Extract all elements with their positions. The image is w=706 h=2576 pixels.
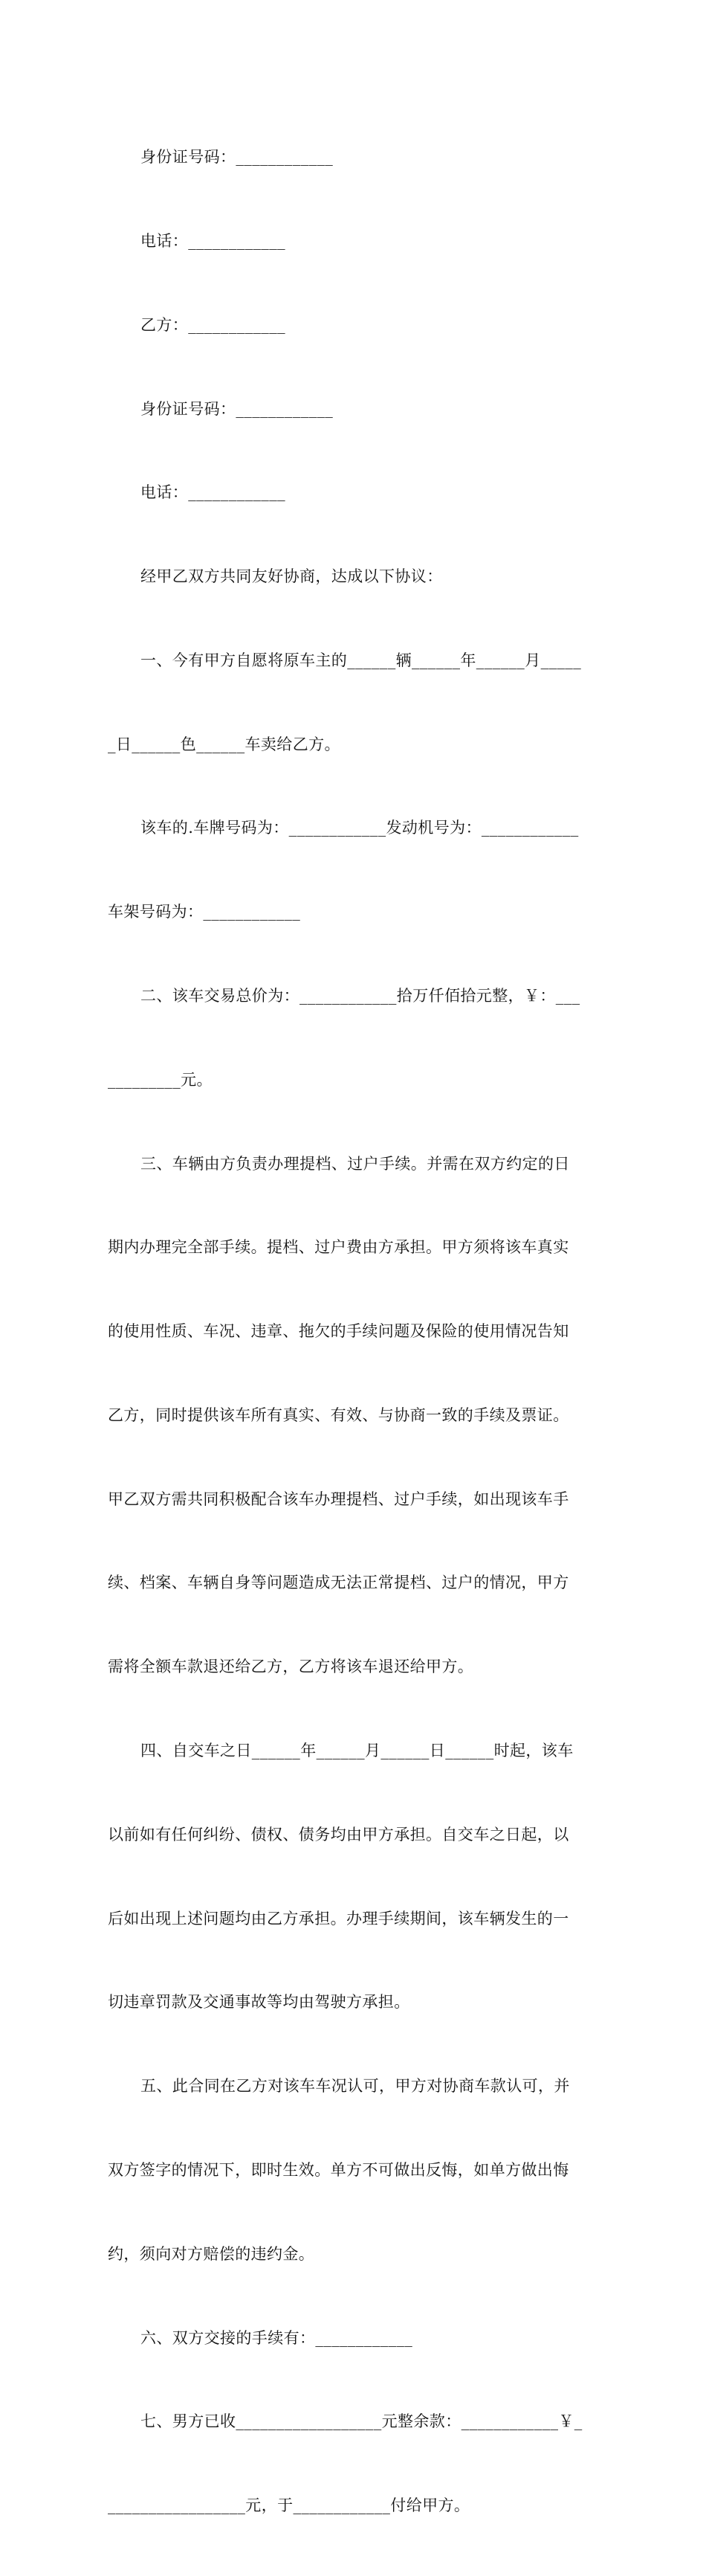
text-line: _________元。	[108, 1070, 213, 1089]
text-line: 经甲乙双方共同友好协商，达成以下协议：	[140, 567, 443, 586]
text-line: 身份证号码：____________	[140, 148, 334, 167]
text-line: 四、自交车之日______年______月______日______时起，该车	[140, 1742, 574, 1760]
text-line: 乙方，同时提供该车所有真实、有效、与协商一致的手续及票证。	[108, 1405, 569, 1424]
text-line: 双方签字的情况下，即时生效。单方不可做出反悔，如单方做出悔	[108, 2160, 569, 2179]
text-line: 身份证号码：____________	[140, 399, 334, 418]
text-line: 切违章罚款及交通事故等均由驾驶方承担。	[108, 1993, 410, 2012]
text-line: 约，须向对方赔偿的违约金。	[108, 2244, 315, 2263]
text-line: 电话：____________	[140, 483, 285, 502]
text-line: 该车的.车牌号码为：____________发动机号为：____________	[140, 819, 579, 837]
text-line: 乙方：____________	[140, 315, 285, 334]
document-body	[108, 88, 602, 2576]
text-line: _日______色______车卖给乙方。	[108, 735, 340, 753]
text-line: 期内办理完全部手续。提档、过户费由方承担。甲方须将该车真实	[108, 1238, 569, 1257]
text-line: 一、今有甲方自愿将原车主的______辆______年______月_____	[140, 651, 582, 669]
text-line: 后如出现上述问题均由乙方承担。办理手续期间，该车辆发生的一	[108, 1909, 569, 1928]
text-line: 五、此合同在乙方对该车车况认可，甲方对协商车款认可，并	[140, 2077, 570, 2096]
text-line: 甲乙双方需共同积极配合该车办理提档、过户手续，如出现该车手	[108, 1490, 569, 1508]
text-line: 以前如有任何纠纷、债权、债务均由甲方承担。自交车之日起，以	[108, 1825, 569, 1844]
text-line: 续、档案、车辆自身等问题造成无法正常提档、过户的情况，甲方	[108, 1574, 569, 1592]
text-line: 七、男方已收__________________元整余款：____________￥_	[140, 2412, 583, 2431]
text-line: _________________元，于____________付给甲方。	[108, 2496, 470, 2515]
text-line: 电话：____________	[140, 231, 285, 250]
text-line: 车架号码为：____________	[108, 903, 301, 921]
text-line: 三、车辆由方负责办理提档、过户手续。并需在双方约定的日	[140, 1154, 570, 1173]
text-line: 二、该车交易总价为：____________拾万仟佰拾元整，￥：___	[140, 987, 580, 1005]
text-line: 六、双方交接的手续有：____________	[140, 2328, 413, 2347]
text-line: 的使用性质、车况、违章、拖欠的手续问题及保险的使用情况告知	[108, 1322, 569, 1341]
text-line: 需将全额车款退还给乙方，乙方将该车退还给甲方。	[108, 1658, 474, 1676]
